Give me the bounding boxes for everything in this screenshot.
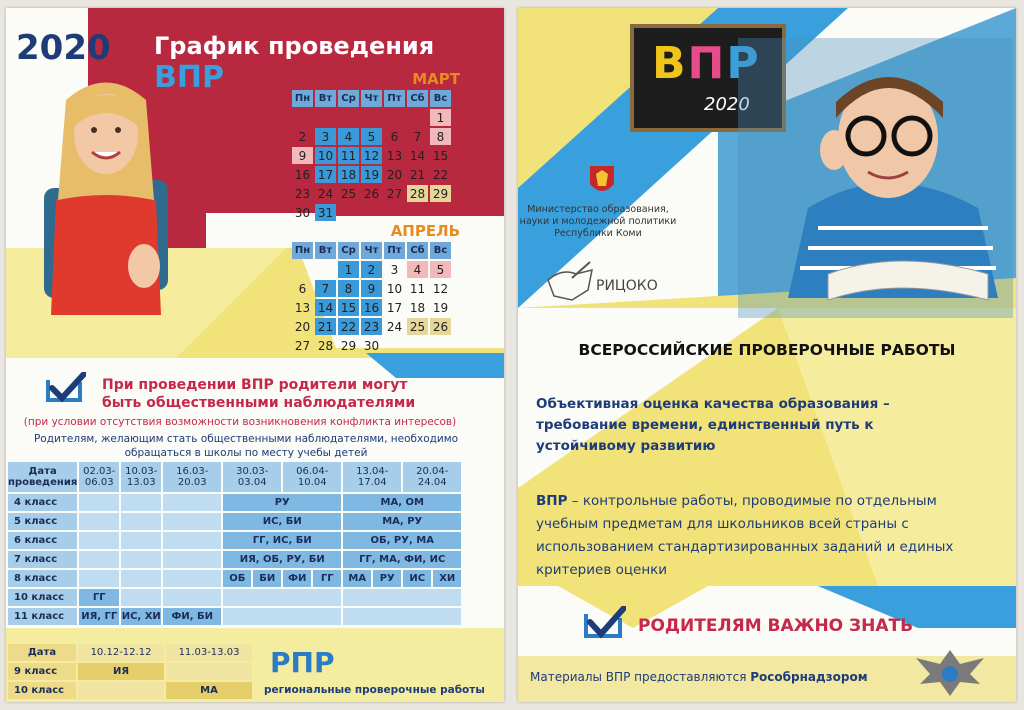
rpr-period: 11.03-13.03 (166, 644, 252, 661)
cell (223, 608, 341, 625)
cell: ИС (403, 570, 431, 587)
period-header: 16.03-20.03 (163, 462, 221, 492)
calendar-week (292, 147, 451, 164)
calendar-week (292, 318, 451, 335)
day-cell: 26 (430, 318, 451, 335)
period-header: 30.03-03.04 (223, 462, 281, 492)
schedule-table (6, 460, 463, 627)
cell (79, 570, 119, 587)
weekday: Сб (407, 242, 428, 259)
cell: ИС, ХИ (121, 608, 161, 625)
weekday: Вс (430, 242, 451, 259)
day-cell: 30 (363, 338, 380, 353)
day-cell: 10 (386, 281, 403, 296)
cell (163, 494, 221, 511)
weekday: Пт (384, 242, 405, 259)
rpr-box (264, 642, 485, 698)
cell: ГГ, МА, ФИ, ИС (343, 551, 461, 568)
schedule-header (8, 462, 461, 492)
day-cell: 22 (338, 318, 359, 335)
cell (78, 682, 164, 699)
grade-label: 7 класс (8, 551, 77, 568)
day-cell: 29 (340, 338, 357, 353)
day-cell: 26 (363, 186, 380, 201)
cell: ОБ (223, 570, 251, 587)
cell (121, 570, 161, 587)
cell (163, 551, 221, 568)
date-header: Дата проведения (8, 462, 77, 492)
cell (343, 589, 461, 606)
day-cell (315, 261, 336, 278)
april-calendar (290, 222, 460, 356)
cell: ИЯ, ОБ, РУ, БИ (223, 551, 341, 568)
day-cell: 9 (361, 280, 382, 297)
weekday: Ср (338, 242, 359, 259)
weekday: Ср (338, 90, 359, 107)
cell: МА (343, 570, 371, 587)
cell: ГГ, ИС, БИ (223, 532, 341, 549)
day-cell: 30 (294, 205, 311, 220)
grade-label: 5 класс (8, 513, 77, 530)
day-cell: 13 (386, 148, 403, 163)
rpr-title: РПР (270, 646, 335, 679)
calendar-week (292, 204, 451, 221)
schedule-row (8, 570, 461, 587)
tagline: Объективная оценка качества образования – требование времени, единственный путь к устойчивому развитию (536, 396, 890, 454)
day-cell: 25 (340, 186, 357, 201)
cell: БИ (253, 570, 281, 587)
cell (343, 608, 461, 625)
weekday: Вс (430, 90, 451, 107)
cell: ОБ, РУ, МА (343, 532, 461, 549)
day-cell: 15 (432, 148, 449, 163)
day-cell: 9 (292, 147, 313, 164)
day-cell: 4 (407, 261, 428, 278)
rpr-subtitle: региональные проверочные работы (264, 684, 485, 696)
day-cell: 17 (386, 300, 403, 315)
day-cell (430, 337, 451, 354)
day-cell (292, 261, 313, 278)
day-cell: 5 (361, 128, 382, 145)
day-cell (384, 337, 405, 354)
april-title: АПРЕЛЬ (390, 222, 460, 240)
grade-label: 9 класс (8, 663, 76, 680)
rico-logo (542, 260, 672, 310)
period-header: 10.03-13.03 (121, 462, 161, 492)
rpr-header (8, 644, 252, 661)
weekday: Сб (407, 90, 428, 107)
day-cell: 21 (315, 318, 336, 335)
observers-note: Родителям, желающим стать общественными наблюдателями, необходимо обращаться в школы по месту учебы детей (33, 433, 459, 459)
day-cell: 12 (361, 147, 382, 164)
day-cell: 27 (386, 186, 403, 201)
main-title: ВСЕРОССИЙСКИЕ ПРОВЕРОЧНЫЕ РАБОТЫ (578, 341, 956, 359)
cell: МА, РУ (343, 513, 461, 530)
rpr-row (8, 682, 252, 699)
day-cell: 6 (298, 281, 307, 296)
day-cell: 5 (430, 261, 451, 278)
observers-condition: (при условии отсутствия возможности возникновения конфликта интересов) (23, 416, 457, 428)
day-cell: 8 (430, 128, 451, 145)
cell: ГГ (79, 589, 119, 606)
schedule-row (8, 532, 461, 549)
day-cell: 16 (361, 299, 382, 316)
day-cell (338, 204, 359, 221)
rosobrnadzor-emblem-icon (910, 644, 990, 700)
day-cell: 21 (409, 167, 426, 182)
girl-photo (26, 70, 186, 320)
day-cell: 3 (315, 128, 336, 145)
rpr-date-label: Дата (8, 644, 76, 661)
rico-name: РИЦОКО (596, 278, 658, 294)
cell (163, 589, 221, 606)
cell (121, 551, 161, 568)
checkmark-icon (580, 606, 626, 642)
day-cell: 31 (315, 204, 336, 221)
day-cell: 13 (294, 300, 311, 315)
day-cell: 19 (432, 300, 449, 315)
day-cell: 2 (361, 261, 382, 278)
rpr-table (6, 642, 254, 701)
cell (163, 513, 221, 530)
schedule-row (8, 513, 461, 530)
cell (79, 532, 119, 549)
grade-label: 10 класс (8, 682, 76, 699)
cell: МА (166, 682, 252, 699)
day-cell: 27 (294, 338, 311, 353)
period-header: 13.04-17.04 (343, 462, 401, 492)
cell (121, 513, 161, 530)
year-label: 2020 (16, 28, 111, 68)
day-cell: 14 (315, 299, 336, 316)
cell: МА, ОМ (343, 494, 461, 511)
cell (166, 663, 252, 680)
day-cell: 4 (338, 128, 359, 145)
weekday-row (292, 242, 451, 259)
footer-agency: Рособрнадзором (750, 670, 868, 684)
day-cell: 19 (361, 166, 382, 183)
day-cell: 29 (430, 185, 451, 202)
day-cell: 22 (432, 167, 449, 182)
day-cell: 23 (361, 318, 382, 335)
board-letter: Р (726, 38, 761, 89)
cell: ИЯ (78, 663, 164, 680)
weekday: Пт (384, 90, 405, 107)
board-letter: П (687, 38, 727, 89)
map-icon (542, 260, 602, 310)
grade-label: 11 класс (8, 608, 77, 625)
board-letter: В (652, 38, 688, 89)
parents-heading: РОДИТЕЛЯМ ВАЖНО ЗНАТЬ (638, 616, 914, 636)
calendar-week (292, 166, 451, 183)
march-calendar (290, 70, 460, 223)
day-cell: 28 (317, 338, 334, 353)
cell (79, 551, 119, 568)
coat-of-arms-icon (588, 164, 616, 198)
cell (79, 494, 119, 511)
cell (163, 532, 221, 549)
vpr-description-text: – контрольные работы, проводимые по отдельным учебным предметам для школьников всей страны с использованием стандартизированных заданий и единых критериев оценки (536, 493, 954, 578)
schedule-row (8, 608, 461, 625)
footer-lead: Материалы ВПР предоставляются (530, 670, 751, 684)
weekday-row (292, 90, 451, 107)
schedule-row (8, 589, 461, 606)
ministry-label: Министерство образования, науки и молодежной политики Республики Коми (519, 204, 677, 239)
grade-label: 8 класс (8, 570, 77, 587)
weekday: Чт (361, 90, 382, 107)
day-cell (407, 337, 428, 354)
cell (223, 589, 341, 606)
weekday: Пн (292, 242, 313, 259)
rpr-period: 10.12-12.12 (78, 644, 164, 661)
schedule-row (8, 551, 461, 568)
day-cell (361, 204, 382, 221)
period-header: 02.03-06.03 (79, 462, 119, 492)
day-cell: 1 (338, 261, 359, 278)
boy-photo (738, 38, 1013, 318)
day-cell: 10 (315, 147, 336, 164)
day-cell: 2 (298, 129, 307, 144)
rpr-row (8, 663, 252, 680)
day-cell: 6 (390, 129, 399, 144)
weekday: Чт (361, 242, 382, 259)
calendar-week (292, 109, 451, 126)
day-cell: 20 (294, 319, 311, 334)
day-cell: 11 (409, 281, 426, 296)
cell: ФИ, БИ (163, 608, 221, 625)
day-cell (407, 204, 428, 221)
day-cell: 25 (407, 318, 428, 335)
weekday: Вт (315, 242, 336, 259)
grade-label: 10 класс (8, 589, 77, 606)
day-cell: 1 (430, 109, 451, 126)
calendar-week (292, 261, 451, 278)
day-cell: 12 (432, 281, 449, 296)
cell (121, 589, 161, 606)
observers-heading: При проведении ВПР родители могут быть общественными наблюдателями (102, 377, 416, 411)
day-cell (384, 204, 405, 221)
period-header: 20.04-24.04 (403, 462, 461, 492)
cell: ИЯ, ГГ (79, 608, 119, 625)
grade-label: 4 класс (8, 494, 77, 511)
cell (121, 494, 161, 511)
day-cell (407, 109, 428, 126)
day-cell (292, 109, 313, 126)
day-cell: 28 (407, 185, 428, 202)
footer-text (530, 670, 868, 684)
calendar-week (292, 299, 451, 316)
cell: РУ (223, 494, 341, 511)
day-cell: 8 (338, 280, 359, 297)
cell: РУ (373, 570, 401, 587)
day-cell: 7 (413, 129, 422, 144)
vpr-description (536, 490, 996, 582)
cell: ГГ (313, 570, 341, 587)
day-cell (361, 109, 382, 126)
day-cell: 17 (315, 166, 336, 183)
schedule-row (8, 494, 461, 511)
grade-label: 6 класс (8, 532, 77, 549)
cell: ХИ (433, 570, 461, 587)
calendar-week (292, 337, 451, 354)
day-cell: 15 (338, 299, 359, 316)
day-cell (384, 109, 405, 126)
march-title: МАРТ (412, 70, 460, 88)
day-cell: 24 (386, 319, 403, 334)
checkmark-icon (42, 372, 86, 406)
day-cell: 18 (409, 300, 426, 315)
period-header: 06.04-10.04 (283, 462, 341, 492)
calendar-week (292, 128, 451, 145)
cell (79, 513, 119, 530)
day-cell: 24 (317, 186, 334, 201)
day-cell: 16 (294, 167, 311, 182)
day-cell: 7 (315, 280, 336, 297)
schedule-title-text: График проведения (154, 32, 435, 60)
cell: ИС, БИ (223, 513, 341, 530)
day-cell: 14 (409, 148, 426, 163)
cell: ФИ (283, 570, 311, 587)
weekday: Пн (292, 90, 313, 107)
day-cell: 18 (338, 166, 359, 183)
day-cell (315, 109, 336, 126)
board-year: 2020 (704, 94, 750, 115)
weekday: Вт (315, 90, 336, 107)
calendar-week (292, 185, 451, 202)
schedule-title-accent: ВПР (154, 60, 224, 95)
right-page (518, 8, 1016, 702)
day-cell (338, 109, 359, 126)
day-cell: 11 (338, 147, 359, 164)
day-cell: 3 (390, 262, 399, 277)
day-cell (430, 204, 451, 221)
day-cell: 23 (294, 186, 311, 201)
cell (163, 570, 221, 587)
calendar-week (292, 280, 451, 297)
vpr-abbr: ВПР (536, 493, 568, 509)
left-page (6, 8, 504, 702)
cell (121, 532, 161, 549)
day-cell: 20 (386, 167, 403, 182)
